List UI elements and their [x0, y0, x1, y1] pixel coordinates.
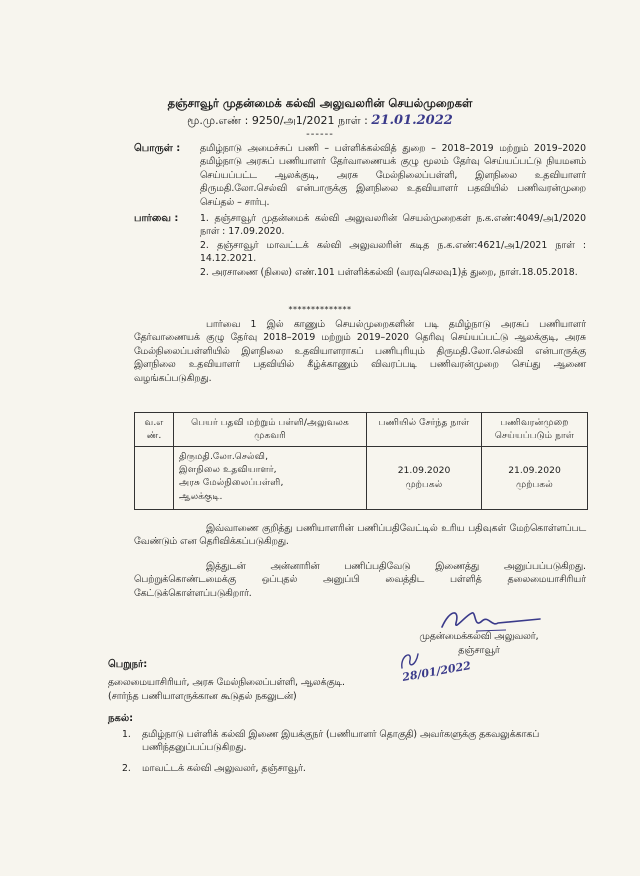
reference-number-text: மூ.மு.எண் : 9250/அ1/2021 நாள் :	[187, 114, 368, 127]
cell-sno	[135, 446, 174, 509]
cell-join-date	[367, 446, 482, 509]
regularisation-table	[134, 412, 588, 510]
copy-item-2-number: 2.	[122, 763, 131, 774]
join-session: முற்பகல்	[405, 478, 443, 490]
table-row	[135, 446, 588, 509]
join-date: 21.09.2020	[397, 465, 451, 477]
cell-name	[174, 446, 367, 509]
signatory-designation: முதன்மைக்கல்வி அலுவலர்,	[419, 631, 539, 642]
reg-session: முற்பகல்	[516, 478, 553, 490]
recipient-line-2: (சார்ந்த பணியாளருக்கான கூடுதல் நகலுடன்)	[108, 691, 297, 702]
cell-reg-date	[482, 446, 588, 509]
table-header-row	[135, 413, 588, 447]
reference-label: பார்வை :	[134, 213, 179, 224]
name-line: திருமதி.லோ.செல்வி,	[179, 450, 268, 462]
recipient-label: பெறுநர்:	[108, 659, 148, 670]
initial-date: 28/01/2022	[401, 659, 472, 684]
reg-date: 21.09.2020	[508, 465, 561, 477]
name-line: இளநிலை உதவியாளர்,	[179, 464, 277, 476]
copy-item-1-number: 1.	[122, 729, 131, 740]
col-header-reg-date: பணிவரன்முறை செய்யப்படும் நாள்	[482, 413, 588, 447]
body-paragraph-1: பார்வை 1 இல் காணும் செயல்முறைகளின் படி தமிழ்நாடு அரசுப் பணியாளர் தேர்வாணையக் குழு தேர்வு 2018–2019 மற்றும் 2019–2020 தெரிவு செய்யப்பட்டு ஆலக்குடி, அரசு மேல்நிலைப்பள்ளியில் இளநிலை உதவியாளராகப் பணிபுரியும் திருமதி.லோ.செல்வி என்பாருக்கு இளநிலை உதவியாளர் பதவியில் கீழ்க்காணும் விவரப்படி பணிவரன்முறை செய்து ஆணை வழங்கப்படுகிறது.	[134, 319, 586, 384]
reference-item: 2. தஞ்சாவூர் மாவட்டக் கல்வி அலுவலரின் கடித ந.க.எண்:4621/அ1/2021 நாள் : 14.12.2021.	[200, 239, 586, 265]
copy-item-1-text: தமிழ்நாடு பள்ளிக் கல்வி இணை இயக்குநர் (பணியாளர் தொகுதி) அவர்களுக்கு தகவலுக்காகப் பணிந்தனுப்பப்படுகிறது.	[142, 729, 540, 754]
subject-text: தமிழ்நாடு அமைச்சுப் பணி – பள்ளிக்கல்வித் துறை – 2018–2019 மற்றும் 2019–2020 தமிழ்நாடு அரசுப் பணியாளர் தேர்வாணையக் குழு மூலம் தேர்வு செய்யப்பட்டு நியமனம் செய்யப்பட்ட ஆலக்குடி, அரசு மேல்நிலைப்பள்ளி, இளநிலை உதவியாளர் திருமதி.லோ.செல்வி என்பாருக்கு இளநிலை உதவியாளர் பதவியில் பணிவரன்முறை செய்தல் – சார்பு.	[200, 143, 586, 208]
col-header-name: பெயர் பதவி மற்றும் பள்ளி/அலுவலக முகவரி	[174, 413, 367, 447]
signatory-place: தஞ்சாவூர்	[458, 645, 500, 656]
copy-item-2-text: மாவட்டக் கல்வி அலுவலர், தஞ்சாவூர்.	[142, 763, 306, 774]
name-line: ஆலக்குடி.	[179, 490, 223, 502]
section-separator: **************	[288, 305, 352, 314]
col-header-join-date: பணியில் சேர்ந்த நாள்	[367, 413, 482, 447]
col-header-sno: வ.எ ண்.	[135, 413, 174, 447]
reference-item: 2. அரசாணை (நிலை) எண்.101 பள்ளிக்கல்வி (வரவுசெலவு1)த் துறை, நாள்.18.05.2018.	[200, 266, 578, 278]
recipient-line-1: தலைமையாசிரியர், அரசு மேல்நிலைப்பள்ளி, ஆலக்குடி.	[108, 677, 345, 688]
body-paragraph-2: இவ்வாணை குறித்து பணியாளரின் பணிப்பதிவேட்டில் உரிய பதிவுகள் மேற்கொள்ளப்பட வேண்டும் என தெரிவிக்கப்படுகிறது.	[134, 523, 586, 548]
title-divider: ------	[306, 129, 334, 140]
copy-label: நகல்:	[108, 713, 134, 724]
subject-label: பொருள் :	[134, 143, 181, 154]
handwritten-date: 21.01.2022	[371, 113, 453, 128]
document-title: தஞ்சாவூர் முதன்மைக் கல்வி அலுவலரின் செயல்முறைகள்	[167, 96, 473, 110]
body-paragraph-3: இத்துடன் அன்னாரின் பணிப்பதிவேடு இணைத்து அனுப்பப்படுகிறது. பெற்றுக்கொண்டமைக்கு ஒப்புதல் அனுப்பி வைத்திட பள்ளித் தலைமையாசிரியர் கேட்டுக்கொள்ளப்படுகிறார்.	[134, 561, 586, 599]
reference-item: 1. தஞ்சாவூர் முதன்மைக் கல்வி அலுவலரின் செயல்முறைகள் ந.க.எண்:4049/அ1/2020 நாள் : 17.09.2020.	[200, 213, 586, 238]
reference-list	[200, 212, 586, 279]
name-line: அரசு மேல்நிலைப்பள்ளி,	[179, 477, 284, 489]
